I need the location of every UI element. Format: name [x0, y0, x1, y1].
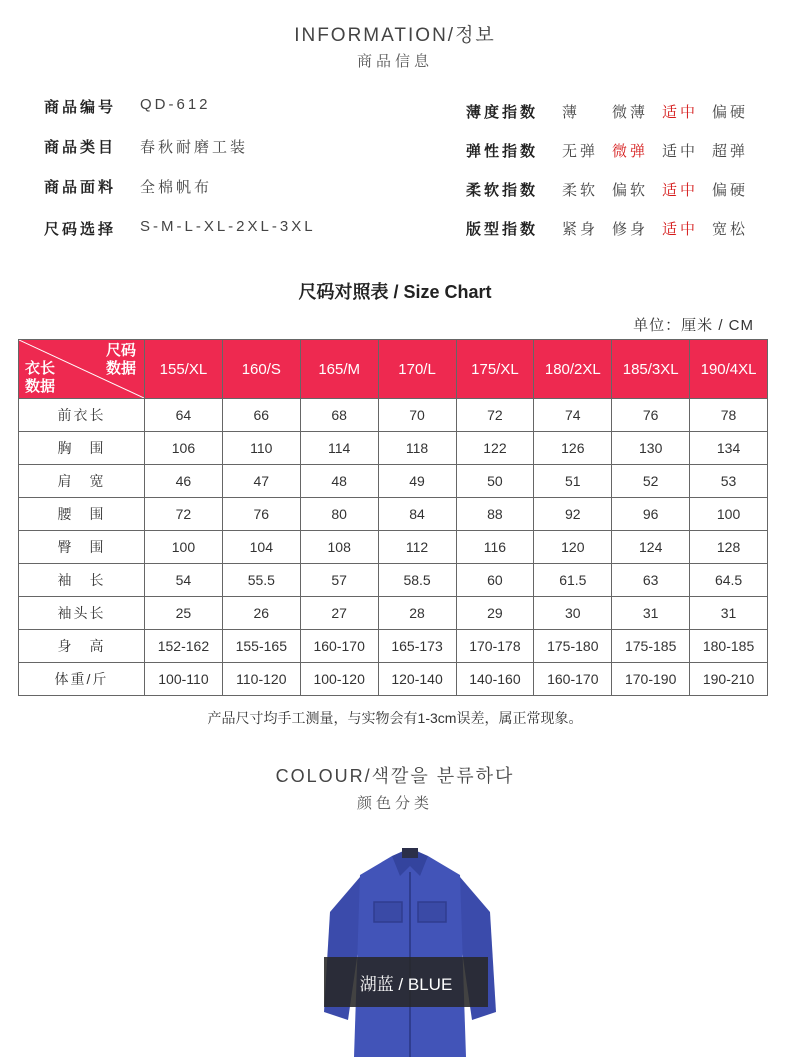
table-cell: 175-180	[534, 630, 612, 663]
table-cell: 50	[456, 465, 534, 498]
colour-subtitle: 颜色分类	[356, 795, 433, 812]
corner-cell	[19, 340, 145, 399]
field-label: 商品编号	[44, 99, 117, 116]
table-cell: 29	[456, 597, 534, 630]
table-cell: 70	[378, 399, 456, 432]
table-cell: 26	[222, 597, 300, 630]
table-row	[19, 663, 768, 696]
table-row	[19, 597, 768, 630]
table-cell: 104	[222, 531, 300, 564]
index-option: 偏软	[612, 182, 649, 199]
size-column-header: 165/M	[300, 340, 378, 399]
table-cell: 100	[690, 498, 768, 531]
table-cell: 53	[690, 465, 768, 498]
corner-bottom-label: 衣长 数据	[25, 360, 56, 395]
row-label: 肩 宽	[19, 465, 145, 498]
index-elasticity	[466, 140, 766, 164]
size-column-header: 190/4XL	[690, 340, 768, 399]
table-row	[19, 465, 768, 498]
field-label: 尺码选择	[44, 221, 117, 238]
table-cell: 116	[456, 531, 534, 564]
table-cell: 52	[612, 465, 690, 498]
table-cell: 130	[612, 432, 690, 465]
table-cell: 108	[300, 531, 378, 564]
table-cell: 88	[456, 498, 534, 531]
size-column-header: 185/3XL	[612, 340, 690, 399]
table-cell: 160-170	[534, 663, 612, 696]
table-cell: 58.5	[378, 564, 456, 597]
index-fit	[466, 218, 766, 242]
size-column-header: 155/XL	[145, 340, 223, 399]
size-column-header: 180/2XL	[534, 340, 612, 399]
table-cell: 140-160	[456, 663, 534, 696]
index-option-selected: 适中	[662, 182, 699, 199]
table-cell: 66	[222, 399, 300, 432]
table-cell: 100-120	[300, 663, 378, 696]
measurement-note: 产品尺寸均手工测量，与实物会有1-3cm误差，属正常现象。	[207, 710, 583, 726]
table-cell: 96	[612, 498, 690, 531]
table-row	[19, 399, 768, 432]
field-value: QD-612	[140, 96, 211, 113]
index-option: 宽松	[712, 221, 749, 238]
color-option-caption[interactable]: 湖蓝 / BLUE	[324, 957, 488, 1007]
index-thickness	[466, 101, 766, 125]
table-cell: 118	[378, 432, 456, 465]
index-option: 薄	[562, 104, 581, 121]
field-fabric	[44, 176, 213, 197]
field-size-options	[44, 218, 316, 239]
table-cell: 68	[300, 399, 378, 432]
index-option-selected: 适中	[662, 221, 699, 238]
info-subtitle: 商品信息	[356, 53, 433, 70]
table-cell: 64	[145, 399, 223, 432]
size-chart-header-row	[19, 340, 768, 399]
table-cell: 122	[456, 432, 534, 465]
table-row	[19, 531, 768, 564]
table-cell: 110-120	[222, 663, 300, 696]
table-cell: 175-185	[612, 630, 690, 663]
row-label: 前衣长	[19, 399, 145, 432]
row-label: 袖 长	[19, 564, 145, 597]
size-chart-table	[18, 339, 768, 696]
table-cell: 60	[456, 564, 534, 597]
unit-label: 单位：厘米 / CM	[633, 317, 754, 334]
table-cell: 64.5	[690, 564, 768, 597]
table-cell: 165-173	[378, 630, 456, 663]
size-column-header: 160/S	[222, 340, 300, 399]
table-cell: 25	[145, 597, 223, 630]
row-label: 腰 围	[19, 498, 145, 531]
table-cell: 190-210	[690, 663, 768, 696]
table-row	[19, 498, 768, 531]
index-option-selected: 适中	[662, 104, 699, 121]
size-chart-body	[19, 399, 768, 696]
row-label: 体重/斤	[19, 663, 145, 696]
table-cell: 100	[145, 531, 223, 564]
table-cell: 55.5	[222, 564, 300, 597]
table-cell: 31	[612, 597, 690, 630]
table-cell: 51	[534, 465, 612, 498]
table-cell: 27	[300, 597, 378, 630]
index-option: 偏硬	[712, 182, 749, 199]
index-label: 版型指数	[466, 221, 539, 238]
table-cell: 128	[690, 531, 768, 564]
table-cell: 63	[612, 564, 690, 597]
index-option: 微薄	[612, 104, 649, 121]
field-category	[44, 136, 249, 157]
field-value: S-M-L-XL-2XL-3XL	[140, 218, 316, 235]
index-option: 适中	[662, 143, 699, 160]
table-cell: 112	[378, 531, 456, 564]
table-cell: 46	[145, 465, 223, 498]
field-product-code	[44, 96, 211, 117]
info-title: INFORMATION/정보	[294, 25, 496, 46]
size-chart-title: 尺码对照表 / Size Chart	[298, 282, 492, 302]
table-cell: 48	[300, 465, 378, 498]
table-cell: 78	[690, 399, 768, 432]
index-option: 偏硬	[712, 104, 749, 121]
product-image-shirt	[320, 842, 500, 1057]
index-option-selected: 微弹	[612, 143, 649, 160]
table-cell: 28	[378, 597, 456, 630]
row-label: 臀 围	[19, 531, 145, 564]
row-label: 身 高	[19, 630, 145, 663]
table-cell: 76	[612, 399, 690, 432]
table-cell: 120	[534, 531, 612, 564]
index-option: 紧身	[562, 221, 599, 238]
field-label: 商品类目	[44, 139, 117, 156]
table-cell: 114	[300, 432, 378, 465]
index-option: 超弹	[712, 143, 749, 160]
table-cell: 155-165	[222, 630, 300, 663]
table-cell: 72	[456, 399, 534, 432]
table-cell: 180-185	[690, 630, 768, 663]
field-value: 春秋耐磨工装	[140, 139, 249, 156]
table-cell: 30	[534, 597, 612, 630]
table-cell: 170-178	[456, 630, 534, 663]
row-label: 袖头长	[19, 597, 145, 630]
index-option: 无弹	[562, 143, 599, 160]
table-cell: 120-140	[378, 663, 456, 696]
size-column-header: 175/XL	[456, 340, 534, 399]
table-cell: 92	[534, 498, 612, 531]
table-cell: 76	[222, 498, 300, 531]
table-cell: 31	[690, 597, 768, 630]
table-row	[19, 630, 768, 663]
table-cell: 134	[690, 432, 768, 465]
table-cell: 126	[534, 432, 612, 465]
table-row	[19, 432, 768, 465]
size-column-header: 170/L	[378, 340, 456, 399]
colour-title: COLOUR/색깔을 분류하다	[275, 766, 515, 786]
table-cell: 152-162	[145, 630, 223, 663]
field-label: 商品面料	[44, 179, 117, 196]
table-cell: 57	[300, 564, 378, 597]
table-cell: 61.5	[534, 564, 612, 597]
table-cell: 74	[534, 399, 612, 432]
table-cell: 47	[222, 465, 300, 498]
row-label: 胸 围	[19, 432, 145, 465]
table-cell: 110	[222, 432, 300, 465]
index-label: 薄度指数	[466, 104, 539, 121]
index-option: 柔软	[562, 182, 599, 199]
table-cell: 80	[300, 498, 378, 531]
index-label: 弹性指数	[466, 143, 539, 160]
table-cell: 54	[145, 564, 223, 597]
table-row	[19, 564, 768, 597]
index-option: 修身	[612, 221, 649, 238]
table-cell: 100-110	[145, 663, 223, 696]
index-softness	[466, 179, 766, 203]
table-cell: 84	[378, 498, 456, 531]
table-cell: 72	[145, 498, 223, 531]
table-cell: 106	[145, 432, 223, 465]
field-value: 全棉帆布	[140, 179, 213, 196]
corner-top-label: 尺码 数据	[105, 342, 136, 377]
index-label: 柔软指数	[466, 182, 539, 199]
table-cell: 170-190	[612, 663, 690, 696]
table-cell: 124	[612, 531, 690, 564]
table-cell: 49	[378, 465, 456, 498]
table-cell: 160-170	[300, 630, 378, 663]
